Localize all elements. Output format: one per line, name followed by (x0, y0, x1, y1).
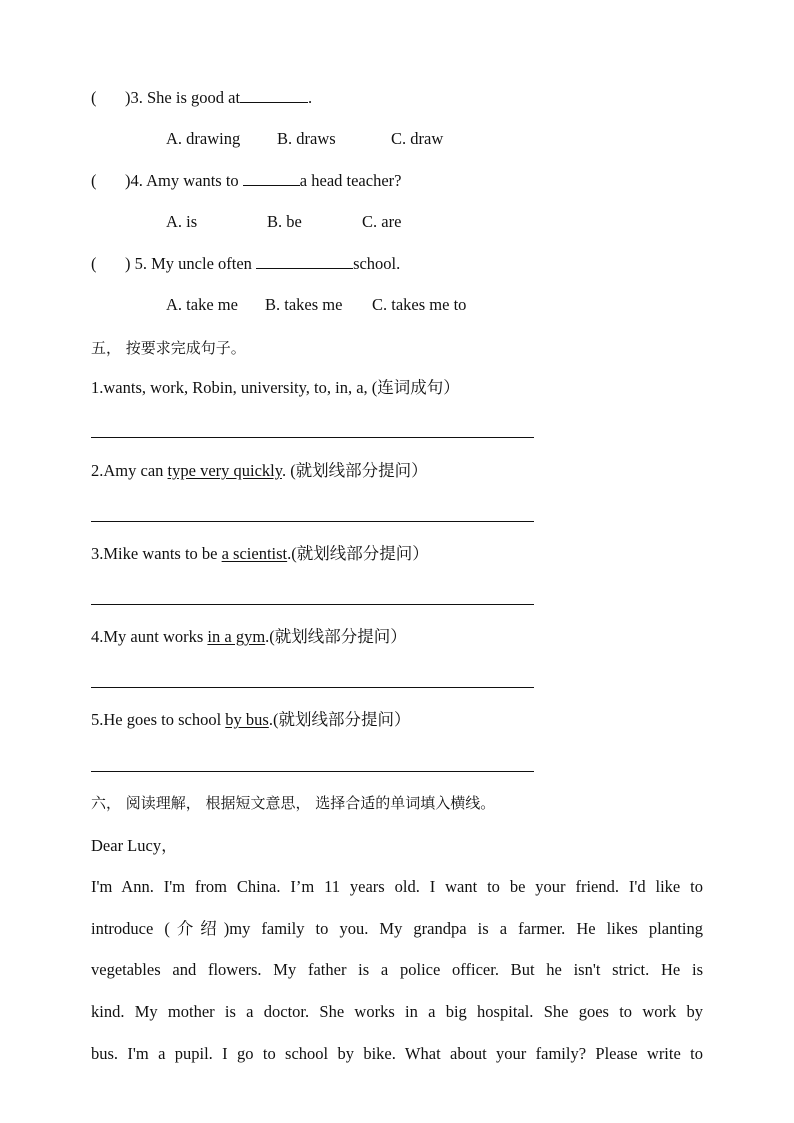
question-stem-end: a head teacher? (299, 171, 402, 190)
question-stem: 3. She is good at (130, 88, 241, 107)
question-3 (91, 86, 312, 109)
passage-line-5: bus. I'm a pupil. I go to school by bike. What about your family? Please write to (91, 1044, 703, 1063)
option-c: C. are (362, 212, 402, 231)
option-c: C. draw (391, 129, 444, 148)
fill-blank[interactable] (256, 252, 353, 269)
option-b: B. draws (277, 129, 336, 148)
option-b: B. takes me (265, 295, 343, 314)
underlined-phrase: a scientist (221, 544, 288, 563)
rewrite-item-3 (91, 543, 429, 565)
item-text: 4.My aunt works (91, 627, 208, 646)
rewrite-item-2 (91, 460, 428, 482)
question-stem: 4. Amy wants to (130, 171, 243, 190)
question-stem-end: school. (353, 254, 401, 273)
question-5 (91, 252, 400, 275)
option-a: A. is (166, 212, 198, 231)
passage-line-1: I'm Ann. I'm from China. I’m 11 years old. I want to be your friend. I'd like to (91, 877, 703, 896)
answer-line-2[interactable] (91, 521, 534, 522)
answer-paren-open: ( (91, 88, 97, 107)
item-instruction: (连词成句） (371, 378, 460, 397)
underlined-phrase: by bus (225, 710, 269, 729)
answer-line-1[interactable] (91, 437, 534, 438)
letter-greeting: Dear Lucy， (91, 836, 178, 855)
answer-line-3[interactable] (91, 604, 534, 605)
passage-line-2: introduce (介绍)my family to you. My grandpa is a farmer. He likes planting (91, 919, 703, 938)
question-4 (91, 169, 401, 192)
answer-paren-close: ) (125, 88, 131, 107)
option-a: A. take me (166, 295, 238, 314)
question-stem: 5. My uncle often (130, 254, 257, 273)
option-a: A. drawing (166, 129, 241, 148)
item-text: 3.Mike wants to be (91, 544, 222, 563)
option-b: B. be (267, 212, 302, 231)
rewrite-item-1 (91, 377, 460, 399)
item-text: 2.Amy can (91, 461, 168, 480)
answer-line-5[interactable] (91, 771, 534, 772)
item-text: 1.wants, work, Robin, university, to, in, a, (91, 378, 372, 397)
section-6-heading: 六， 阅读理解， 根据短文意思， 选择合适的单词填入横线。 (91, 794, 496, 812)
item-instruction: .(就划线部分提问） (268, 710, 411, 729)
rewrite-item-4 (91, 626, 407, 648)
item-text: 5.He goes to school (91, 710, 226, 729)
item-instruction: . (就划线部分提问） (281, 461, 428, 480)
passage-line-4: kind. My mother is a doctor. She works in a big hospital. She goes to work by (91, 1002, 703, 1021)
answer-paren-close: ) (125, 254, 131, 273)
rewrite-item-5 (91, 709, 410, 731)
underlined-phrase: type very quickly (167, 461, 282, 480)
question-stem-end: . (308, 88, 313, 107)
section-5-heading: 五， 按要求完成句子。 (91, 339, 246, 357)
answer-paren-open: ( (91, 254, 97, 273)
answer-line-4[interactable] (91, 687, 534, 688)
answer-paren-close: ) (125, 171, 131, 190)
fill-blank[interactable] (243, 169, 300, 186)
fill-blank[interactable] (240, 86, 308, 103)
answer-paren-open: ( (91, 171, 97, 190)
passage-line-3: vegetables and flowers. My father is a police officer. But he isn't strict. He is (91, 960, 703, 979)
option-c: C. takes me to (372, 295, 467, 314)
underlined-phrase: in a gym (207, 627, 266, 646)
item-instruction: .(就划线部分提问） (287, 544, 429, 563)
item-instruction: .(就划线部分提问） (265, 627, 407, 646)
